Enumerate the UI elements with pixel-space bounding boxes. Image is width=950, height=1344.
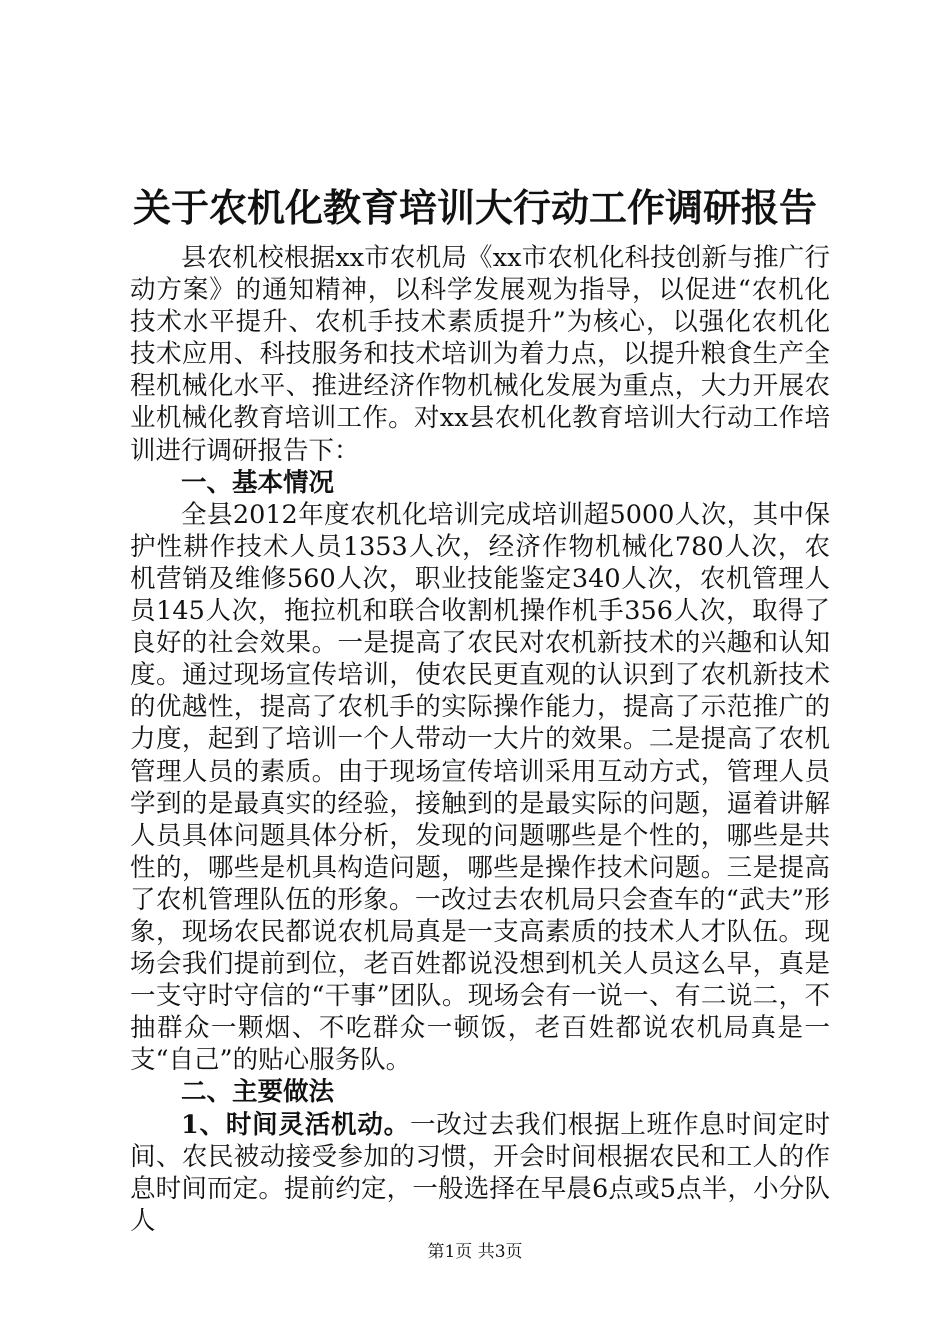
- page-footer: 第1页 共3页: [427, 1242, 523, 1262]
- document-title: 关于农机化教育培训大行动工作调研报告: [132, 185, 817, 230]
- basic-situation-paragraph: 全县2012年度农机化培训完成培训超5000人次，其中保护性耕作技术人员1353人次，经济作物机械化780人次，农机营销及维修560人次，职业技能鉴定340人次，农机管理人员145人次，拖拉机和联合收割机操作机手356人次，取得了良好的社会效果。一是提高了农民对农机新技术的兴趣和认知度。通过现场宣传培训，使农民更直观的认识到了农机新技术的优越性，提高了农机手的实际操作能力，提高了示范推广的力度，起到了培训一个人带动一大片的效果。二是提高了农机管理人员的素质。由于现场宣传培训采用互动方式，管理人员学到的是最真实的经验，接触到的是最实际的问题，逼着讲解人员具体问题具体分析，发现的问题哪些是个性的，哪些是共性的，哪些是机具构造问题，哪些是操作技术问题。三是提高了农机管理队伍的形象。一改过去农机局只会查车的“武夫”形象，现场农民都说农机局真是一支高素质的技术人才队伍。现场会我们提前到位，老百姓都说没想到机关人员这么早，真是一支守时守信的“干事”团队。现场会有一说一、有二说二，不抽群众一颗烟、不吃群众一顿饭，老百姓都说农机局真是一支“自己”的贴心服务队。: [130, 499, 830, 1076]
- section-heading-main-practices: 二、主要做法: [181, 1077, 335, 1108]
- main-practices-item-1: [130, 1109, 830, 1237]
- document-body: [130, 242, 830, 1237]
- item-1-body: 一改过去我们根据上班作息时间定时间、农民被动接受参加的习惯，开会时间根据农民和工人的作息时间而定。提前约定，一般选择在早晨6点或5点半，小分队人: [130, 1109, 830, 1236]
- section-heading-basic-situation: 一、基本情况: [181, 467, 335, 498]
- intro-paragraph: 县农机校根据xx市农机局《xx市农机化科技创新与推广行动方案》的通知精神，以科学发展观为指导，以促进“农机化技术水平提升、农机手技术素质提升”为核心，以强化农机化技术应用、科技服务和技术培训为着力点，以提升粮食生产全程机械化水平、推进经济作物机械化发展为重点，大力开展农业机械化教育培训工作。对xx县农机化教育培训大行动工作培训进行调研报告下：: [130, 243, 830, 466]
- item-1-lead: 1、时间灵活机动。: [181, 1109, 410, 1140]
